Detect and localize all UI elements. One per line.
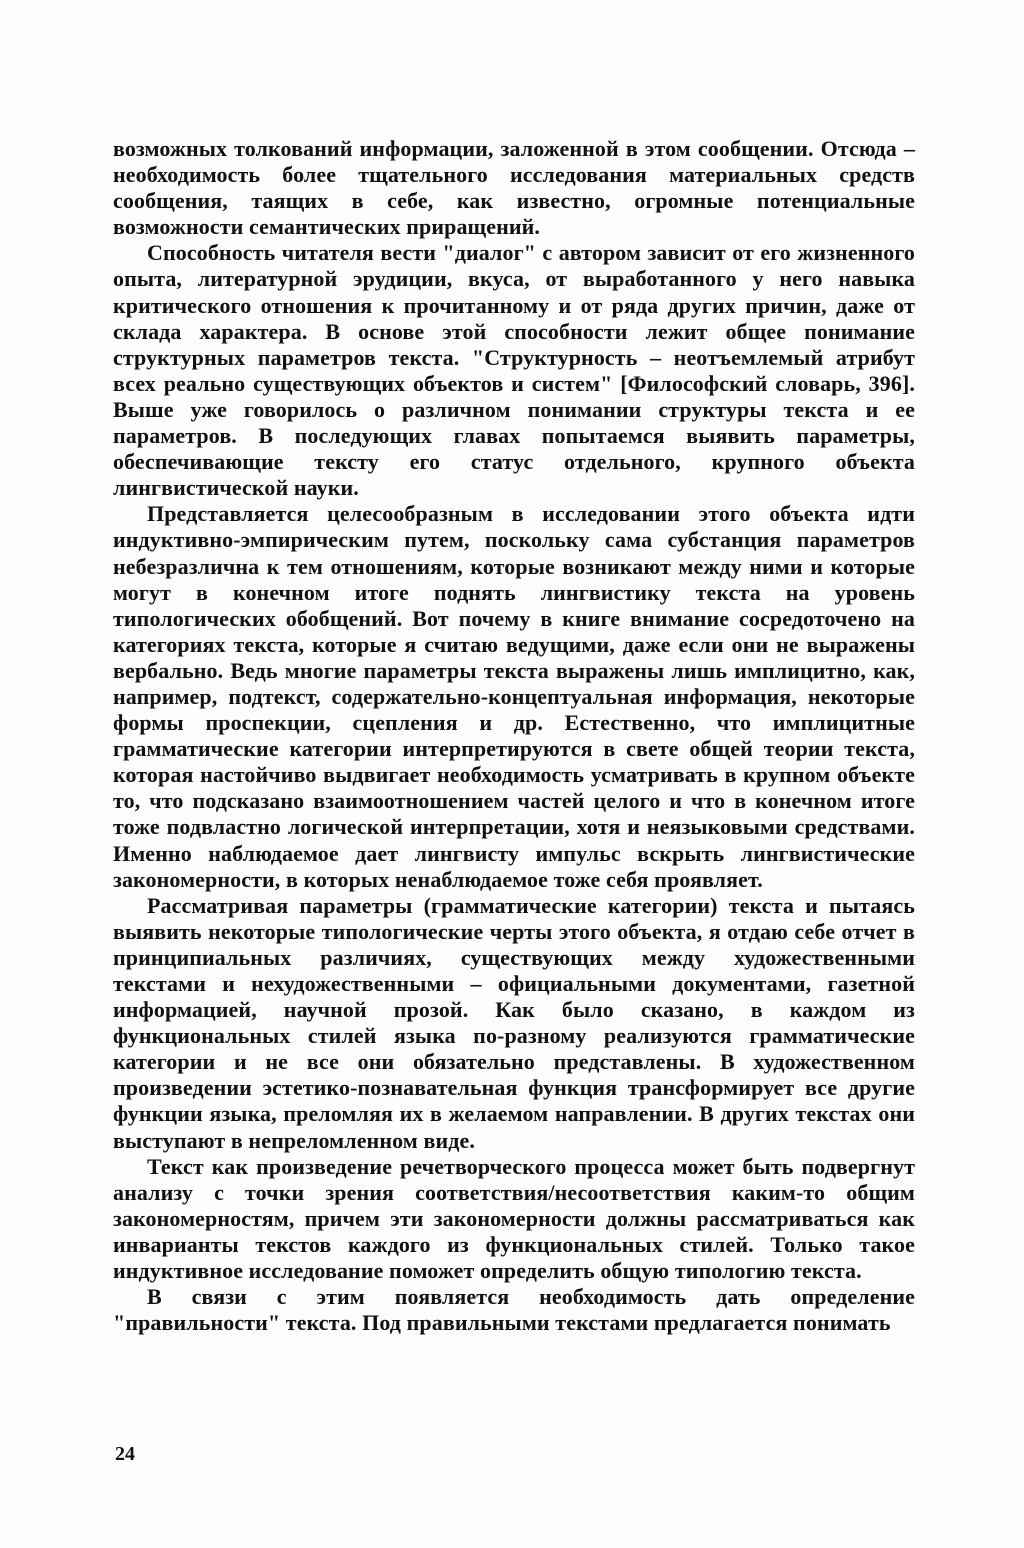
paragraph-4: Рассматривая параметры (грамматические категории) текста и пытаясь выявить некоторые типологические черты этого объекта, я отдаю себе отчет в принципиальных различиях, существующих между художественными текстами и нехудожественными – официальными документами, газетной информацией, научной прозой. Как было сказано, в каждом из функциональных стилей языка по-разному реализуются грамматические категории и не все они обязательно представлены. В художественном произведении эстетико-познавательная функция трансформирует все другие функции языка, преломляя их в желаемом направлении. В других текстах они выступают в непреломленном виде. (113, 892, 915, 1153)
paragraph-6: В связи с этим появляется необходимость дать определение "правильности" текста. Под правильными текстами предлагается понимать (113, 1284, 915, 1336)
paragraph-2: Способность читателя вести "диалог" с автором зависит от его жизненного опыта, литературной эрудиции, вкуса, от выработанного у него навыка критического отношения к прочитанному и от ряда других причин, даже от склада характера. В основе этой способности лежит общее понимание структурных параметров текста. "Структурность – неотъемлемый атрибут всех реально существующих объектов и систем" [Философский словарь, 396]. Выше уже говорилось о различном понимании структуры текста и ее параметров. В последующих главах попытаемся выявить параметры, обеспечивающие тексту его статус отдельного, крупного объекта лингвистической науки. (113, 240, 915, 501)
body-text (113, 136, 915, 1336)
paragraph-3: Представляется целесообразным в исследовании этого объекта идти индуктивно-эмпирическим путем, поскольку сама субстанция параметров небезразлична к тем отношениям, которые возникают между ними и которые могут в конечном итоге поднять лингвистику текста на уровень типологических обобщений. Вот почему в книге внимание сосредоточено на категориях текста, которые я считаю ведущими, даже если они не выражены вербально. Ведь многие параметры текста выражены лишь имплицитно, как, например, подтекст, содержательно-концептуальная информация, некоторые формы проспекции, сцепления и др. Естественно, что имплицитные грамматические категории интерпретируются в свете общей теории текста, которая настойчиво выдвигает необходимость усматривать в крупном объекте то, что подсказано взаимоотношением частей целого и что в конечном итоге тоже подвластно логической интерпретации, хотя и неязыковыми средствами. Именно наблюдаемое дает лингвисту импульс вскрыть лингвистические закономерности, в которых ненаблюдаемое тоже себя проявляет. (113, 501, 915, 892)
paragraph-5: Текст как произведение речетворческого процесса может быть подвергнут анализу с точки зрения соответствия/несоответствия каким-то общим закономерностям, причем эти закономерности должны рассматриваться как инварианты текстов каждого из функциональных стилей. Только такое индуктивное исследование поможет определить общую типологию текста. (113, 1153, 915, 1284)
page-number: 24 (115, 1443, 135, 1465)
paragraph-1: возможных толкований информации, заложенной в этом сообщении. Отсюда – необходимость более тщательного исследования материальных средств сообщения, таящих в себе, как известно, огромные потенциальные возможности семантических приращений. (113, 136, 915, 240)
